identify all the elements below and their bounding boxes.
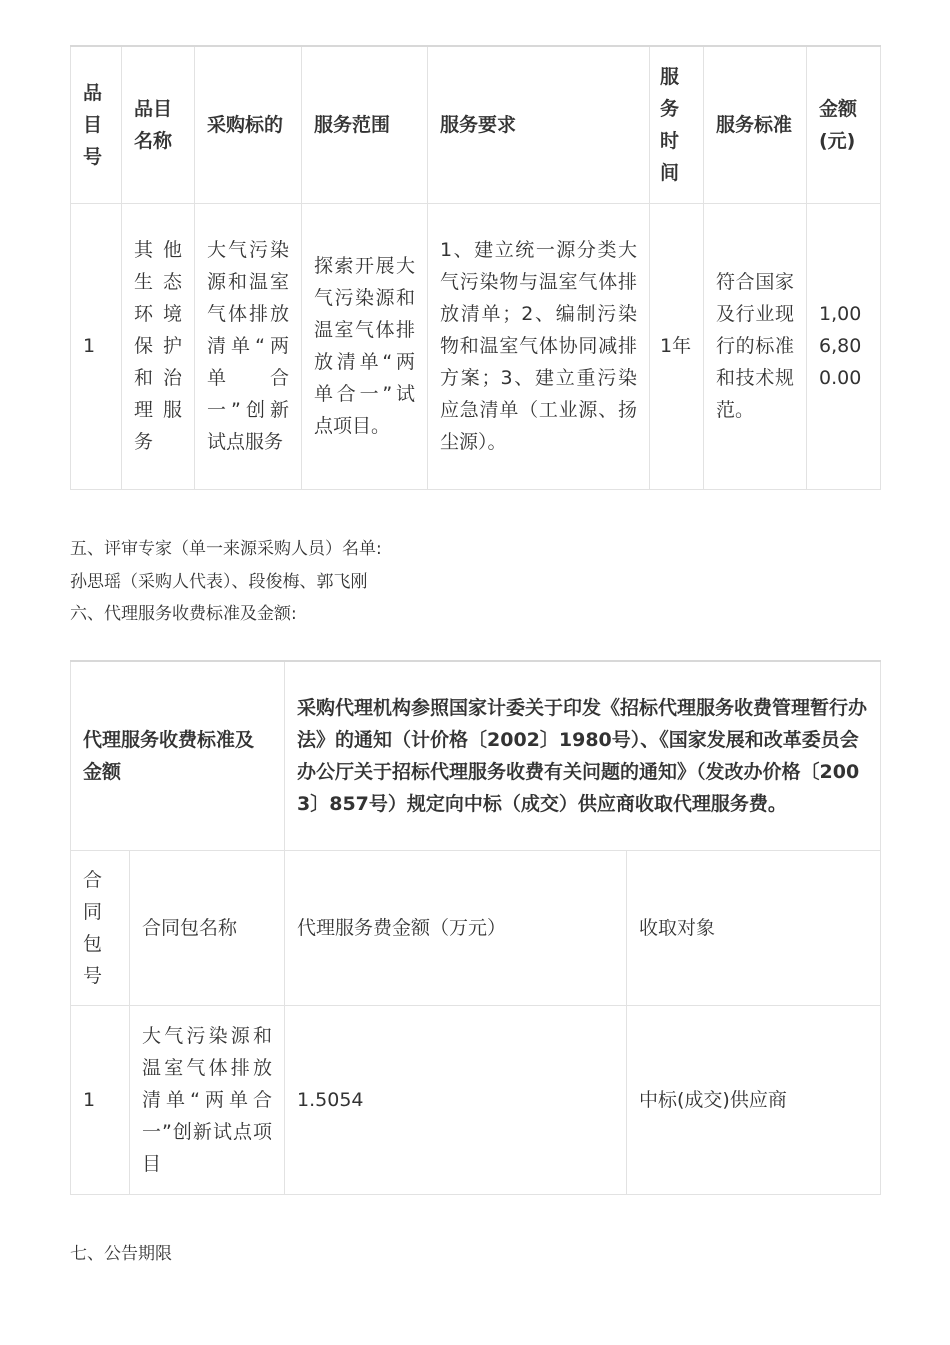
fee-header-row bbox=[71, 850, 881, 1005]
cell-fee: 1.5054 bbox=[285, 1005, 627, 1194]
header-standard: 服务标准 bbox=[704, 46, 807, 203]
agency-fee-table bbox=[70, 660, 881, 1195]
cell-scope: 探索开展大气污染源和温室气体排放清单“两单合一”试点项目。 bbox=[302, 203, 428, 489]
fee-standard-label: 代理服务收费标准及金额 bbox=[71, 661, 285, 850]
cell-requirements: 1、建立统一源分类大气污染物与温室气体排放清单；2、编制污染物和温室气体协同减排方案；3、建立重污染应急清单（工业源、扬尘源）。 bbox=[428, 203, 650, 489]
header-package-name: 合同包名称 bbox=[130, 850, 285, 1005]
header-period: 服务时间 bbox=[650, 46, 704, 203]
cell-standard: 符合国家及行业现行的标准和技术规范。 bbox=[704, 203, 807, 489]
section5-title: 五、评审专家（单一来源采购人员）名单: bbox=[70, 539, 382, 559]
section7-title: 七、公告期限 bbox=[70, 1244, 172, 1264]
fee-standard-row bbox=[71, 661, 881, 850]
cell-package-no: 1 bbox=[71, 1005, 130, 1194]
cell-amount: 1,006,800.00 bbox=[807, 203, 881, 489]
fee-standard-description: 采购代理机构参照国家计委关于印发《招标代理服务收费管理暂行办法》的通知（计价格〔2002〕1980号）、《国家发展和改革委员会办公厅关于招标代理服务收费有关问题的通知》（发改办价格〔2003〕857号）规定向中标（成交）供应商收取代理服务费。 bbox=[285, 661, 881, 850]
header-payer: 收取对象 bbox=[627, 850, 881, 1005]
header-item-no: 品目号 bbox=[71, 46, 122, 203]
header-scope: 服务范围 bbox=[302, 46, 428, 203]
cell-target: 大气污染源和温室气体排放清单“两单合一”创新试点服务 bbox=[195, 203, 302, 489]
table-row bbox=[71, 1005, 881, 1194]
table-row bbox=[71, 203, 881, 489]
cell-payer: 中标(成交)供应商 bbox=[627, 1005, 881, 1194]
header-requirements: 服务要求 bbox=[428, 46, 650, 203]
procurement-items-table bbox=[70, 45, 881, 490]
cell-period: 1年 bbox=[650, 203, 704, 489]
header-amount: 金额(元) bbox=[807, 46, 881, 203]
section6-title: 六、代理服务收费标准及金额: bbox=[70, 604, 297, 624]
cell-item-name: 其他生态环境保护和治理服务 bbox=[122, 203, 195, 489]
header-fee: 代理服务费金额（万元） bbox=[285, 850, 627, 1005]
table-header-row bbox=[71, 46, 881, 203]
cell-package-name: 大气污染源和温室气体排放清单“两单合一”创新试点项目 bbox=[130, 1005, 285, 1194]
header-package-no: 合同包号 bbox=[71, 850, 130, 1005]
section5-names: 孙思瑶（采购人代表）、段俊梅、郭飞刚 bbox=[70, 572, 368, 592]
cell-item-no: 1 bbox=[71, 203, 122, 489]
header-target: 采购标的 bbox=[195, 46, 302, 203]
header-item-name: 品目名称 bbox=[122, 46, 195, 203]
